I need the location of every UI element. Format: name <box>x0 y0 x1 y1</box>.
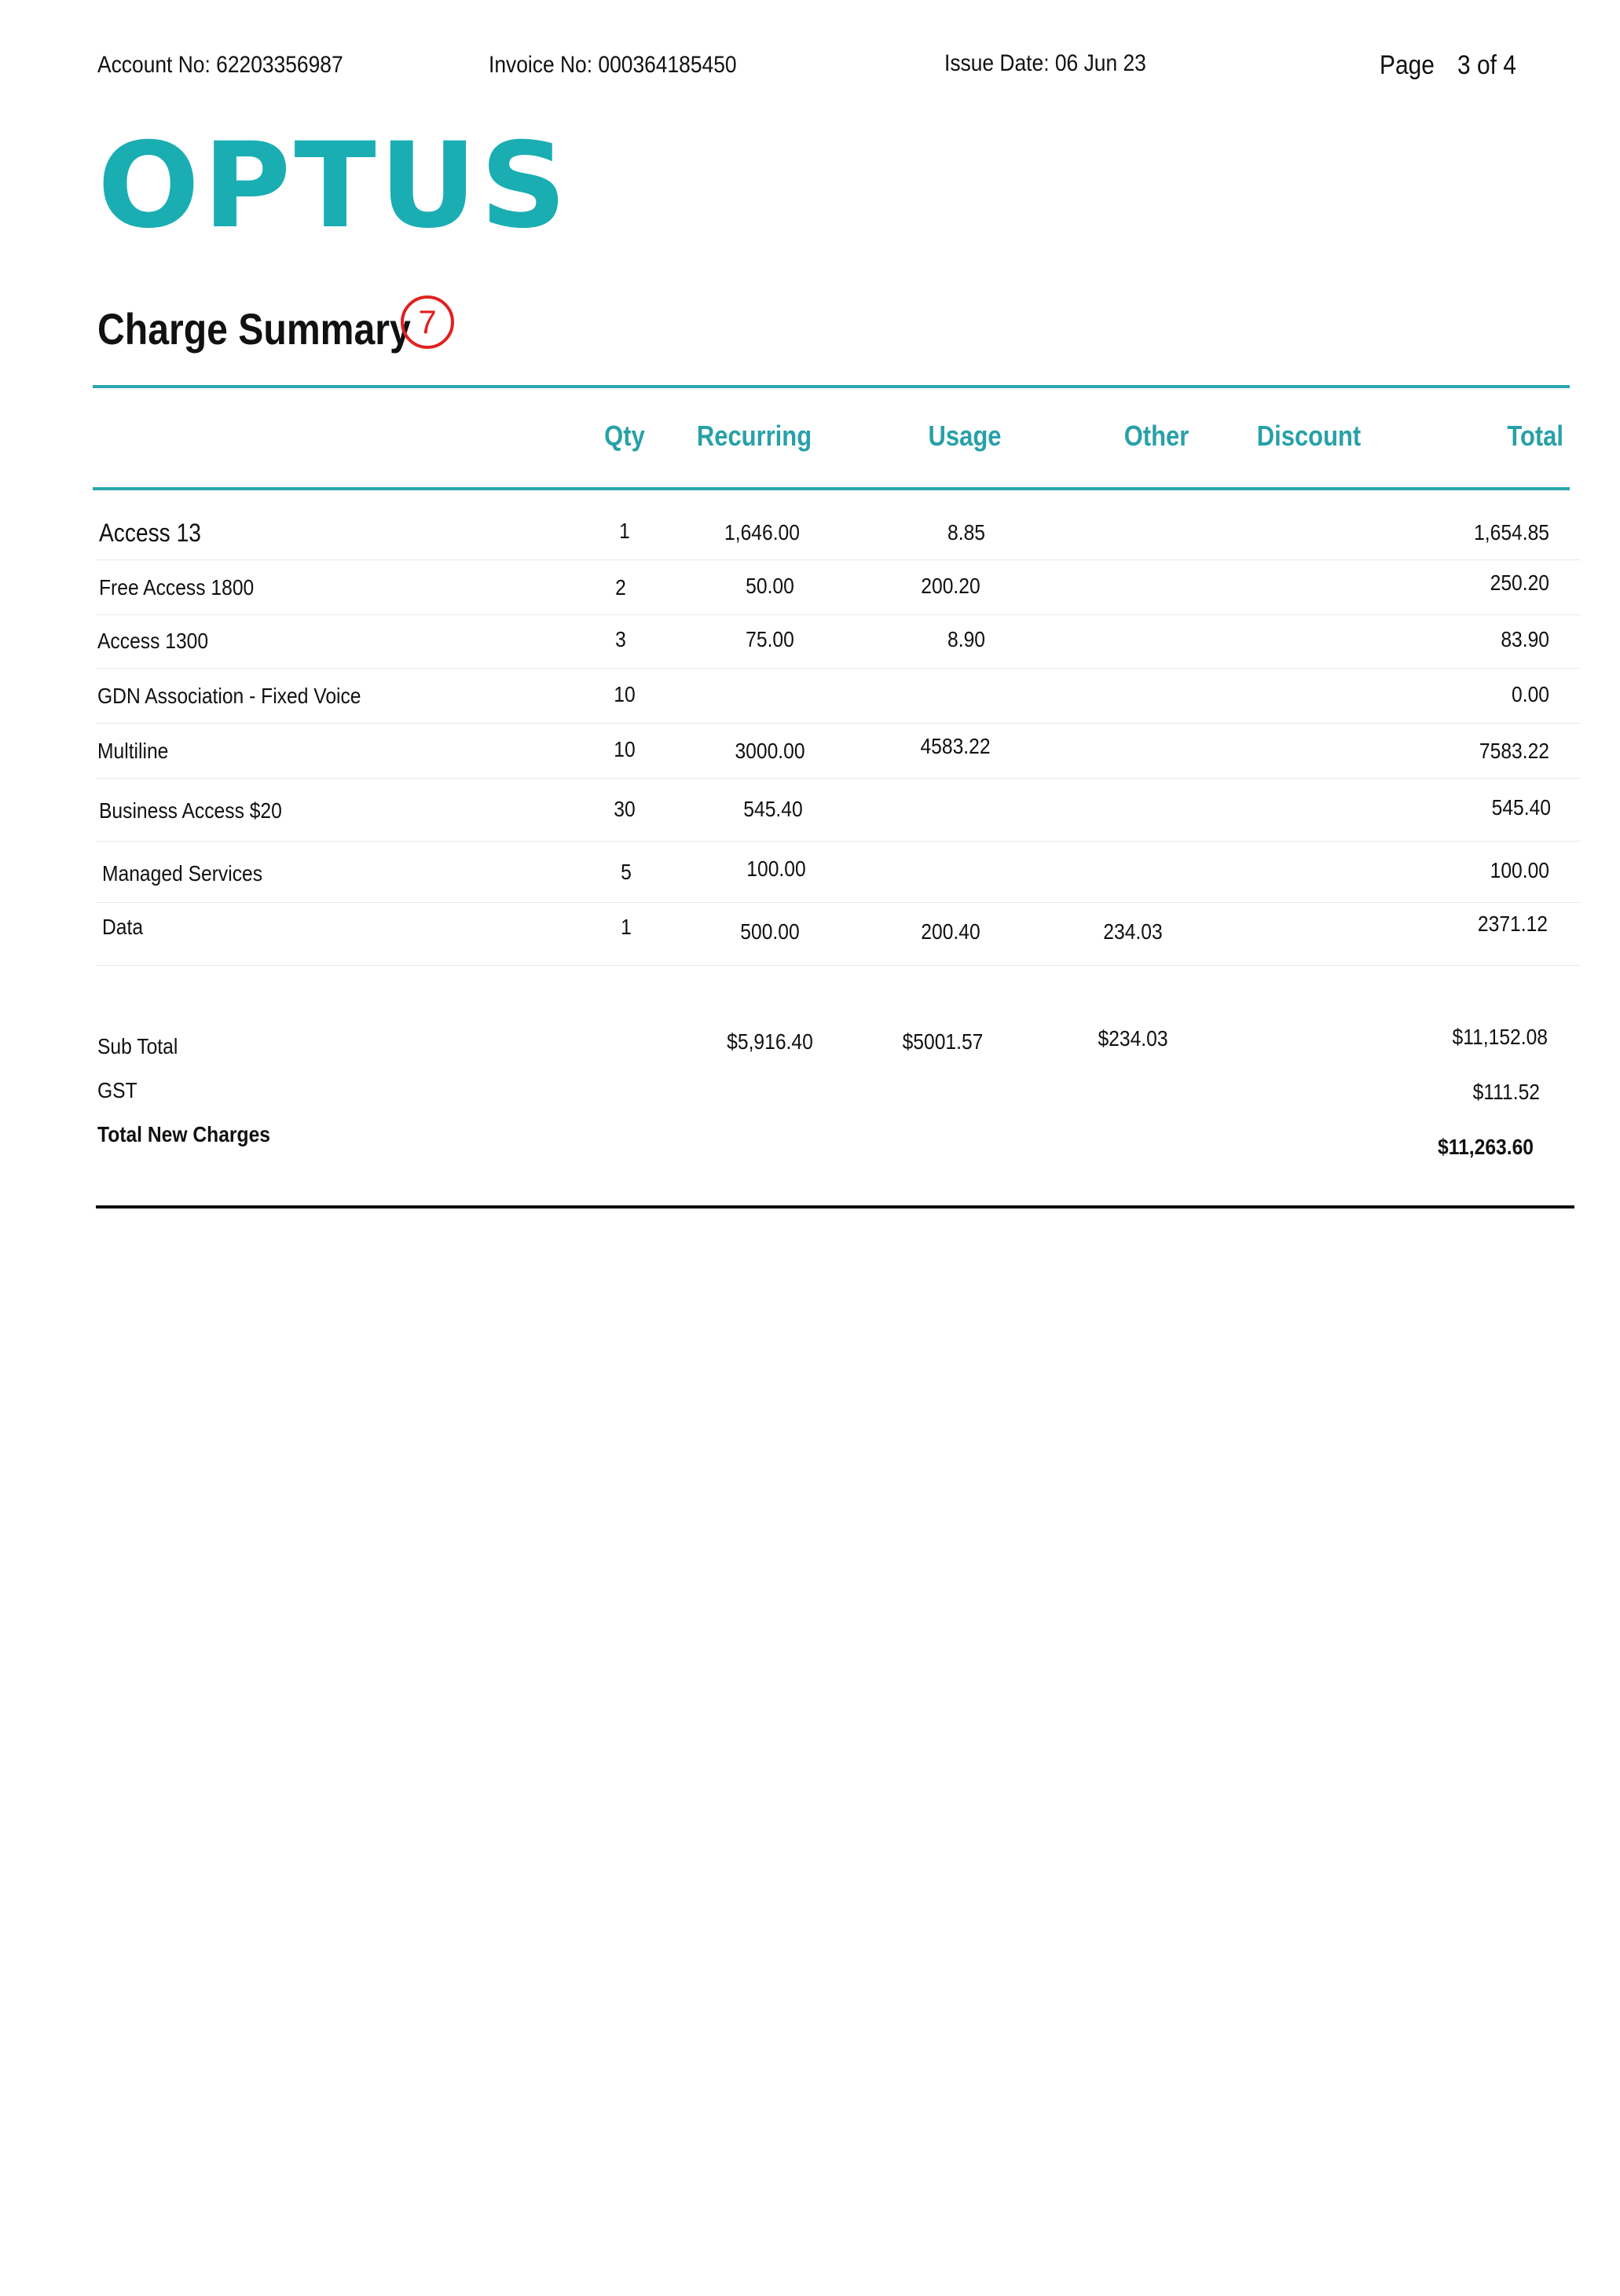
table-row-qty: 1 <box>619 519 630 543</box>
table-row-usage: 200.20 <box>921 574 980 598</box>
gst-total: $111.52 <box>1472 1080 1540 1104</box>
subtotal-recurring: $5,916.40 <box>727 1029 813 1054</box>
table-row-label: Multiline <box>97 739 169 763</box>
table-row-recurring: 50.00 <box>746 574 794 598</box>
column-header-discount: Discount <box>1256 420 1362 452</box>
table-row-total: 545.40 <box>1491 795 1551 820</box>
section-number-badge: 7 <box>401 295 454 349</box>
row-divider <box>96 723 1581 724</box>
header-bottom-rule <box>93 487 1570 490</box>
subtotal-usage: $5001.57 <box>902 1029 984 1054</box>
table-row-qty: 3 <box>615 627 626 651</box>
column-header-recurring: Recurring <box>696 420 812 452</box>
issue-date: Issue Date: 06 Jun 23 <box>944 50 1146 76</box>
table-row-recurring: 1,646.00 <box>724 520 800 545</box>
table-row-total: 100.00 <box>1490 858 1549 882</box>
column-header-qty: Qty <box>604 420 645 452</box>
table-top-rule <box>93 385 1570 388</box>
row-divider <box>96 902 1581 903</box>
table-row-recurring: 545.40 <box>743 797 803 821</box>
table-row-label: Access 13 <box>99 519 201 547</box>
invoice-number: Invoice No: 000364185450 <box>489 52 737 78</box>
table-row-qty: 30 <box>614 797 636 821</box>
row-divider <box>96 614 1581 615</box>
table-row-other: 234.03 <box>1103 919 1163 944</box>
column-header-other: Other <box>1123 420 1189 452</box>
table-row-total: 2371.12 <box>1477 911 1548 936</box>
table-row-total: 83.90 <box>1501 627 1549 651</box>
column-header-total: Total <box>1507 420 1563 452</box>
subtotal-other: $234.03 <box>1098 1026 1168 1051</box>
table-row-usage: 8.85 <box>947 520 985 545</box>
row-divider <box>96 559 1581 560</box>
table-row-recurring: 75.00 <box>746 627 794 651</box>
table-row-label: Business Access $20 <box>99 798 282 823</box>
optus-logo: OPTUS <box>97 118 570 255</box>
table-row-usage: 200.40 <box>921 919 980 944</box>
table-row-usage: 4583.22 <box>920 734 991 758</box>
table-row-qty: 10 <box>614 682 636 706</box>
row-divider <box>96 668 1581 669</box>
total-new-charges-total: $11,263.60 <box>1438 1135 1534 1159</box>
table-row-usage: 8.90 <box>947 627 985 651</box>
table-row-label: Access 1300 <box>97 629 209 653</box>
gst-label: GST <box>97 1078 137 1102</box>
row-divider <box>96 841 1581 842</box>
row-divider <box>96 778 1581 779</box>
table-row-total: 1,654.85 <box>1474 520 1549 545</box>
table-row-qty: 2 <box>615 575 626 600</box>
table-row-label: GDN Association - Fixed Voice <box>97 684 361 708</box>
table-row-recurring: 500.00 <box>740 919 800 944</box>
page-title: Charge Summary <box>97 304 411 354</box>
row-divider <box>96 965 1581 966</box>
table-row-label: Managed Services <box>102 861 263 886</box>
table-bottom-rule <box>96 1205 1574 1209</box>
table-row-recurring: 100.00 <box>746 856 806 881</box>
table-row-total: 0.00 <box>1512 682 1549 706</box>
table-row-qty: 10 <box>614 737 636 761</box>
table-row-label: Data <box>102 915 144 939</box>
subtotal-label: Sub Total <box>97 1034 178 1058</box>
total-new-charges-label: Total New Charges <box>97 1122 270 1146</box>
table-row-label: Free Access 1800 <box>99 575 255 600</box>
table-row-total: 7583.22 <box>1479 739 1549 763</box>
table-row-recurring: 3000.00 <box>735 739 805 763</box>
page-number: 3 of 4 <box>1457 50 1516 80</box>
account-number: Account No: 62203356987 <box>97 52 343 78</box>
table-row-qty: 5 <box>621 860 632 884</box>
table-row-total: 250.20 <box>1490 570 1549 595</box>
subtotal-total: $11,152.08 <box>1452 1025 1548 1049</box>
table-row-qty: 1 <box>621 915 632 939</box>
page-label: Page <box>1380 50 1435 80</box>
column-header-usage: Usage <box>928 420 1002 452</box>
